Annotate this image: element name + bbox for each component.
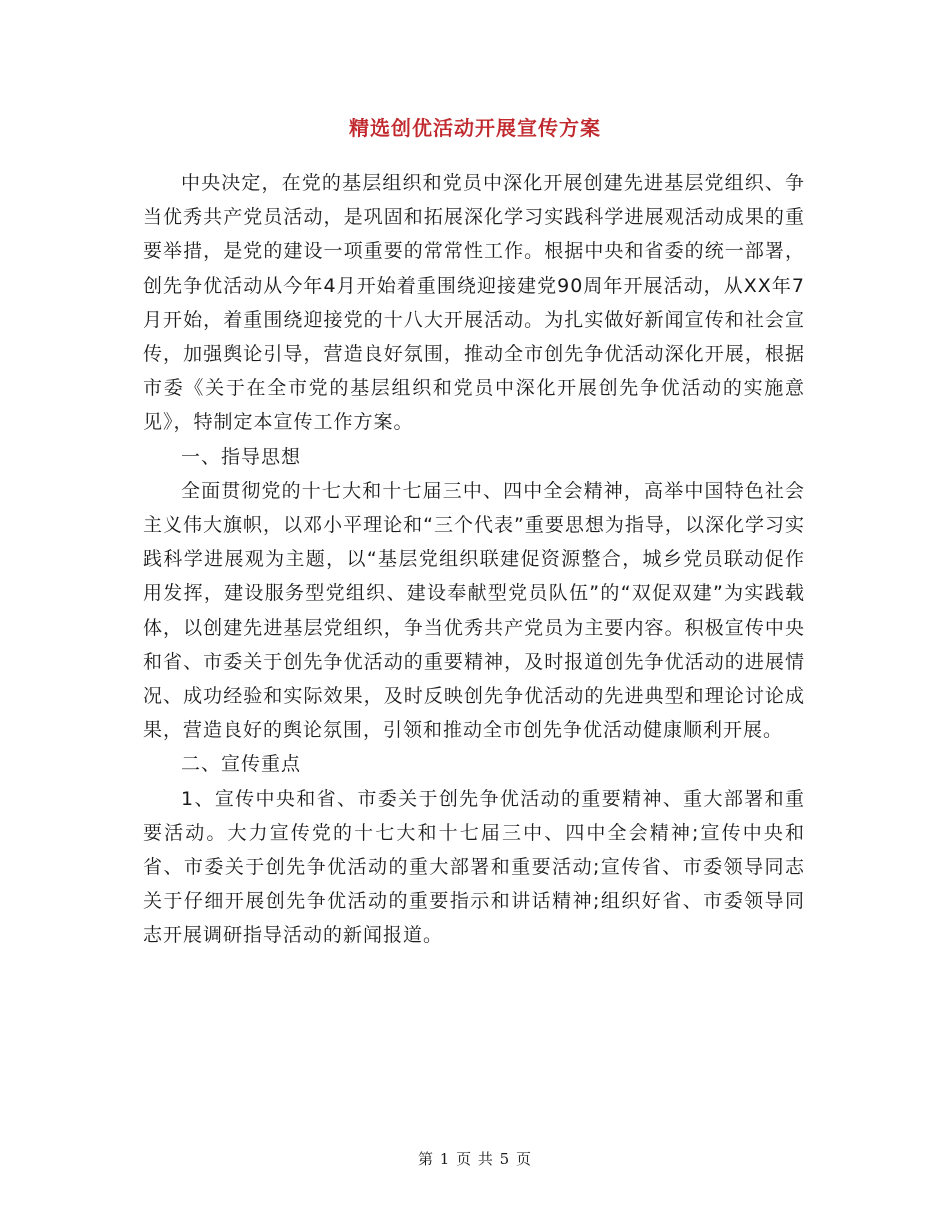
section-heading-publicity-focus: 二、宣传重点: [181, 753, 302, 776]
document-title: 精选创优活动开展宣传方案: [349, 116, 601, 140]
page-number-footer: 第 1 页 共 5 页: [418, 1150, 532, 1168]
publicity-focus-item-1: 1、宣传中央和省、市委关于创先争优活动的重要精神、重大部署和重要活动。大力宣传党的十七大和十七届三中、四中全会精神;宣传中央和省、市委关于创先争优活动的重大部署和重要活动;宣传省、市委领导同志关于仔细开展创先争优活动的重要指示和讲话精神;组织好省、市委领导同志开展调研指导活动的新闻报道。: [143, 787, 805, 947]
document-body: [143, 166, 805, 953]
guiding-ideology-paragraph: 全面贯彻党的十七大和十七届三中、四中全会精神，高举中国特色社会主义伟大旗帜，以邓小平理论和“三个代表”重要思想为指导，以深化学习实践科学进展观为主题，以“基层党组织联建促资源整合，城乡党员联动促作用发挥，建设服务型党组织、建设奉献型党员队伍”的“双促双建”为实践载体，以创建先进基层党组织，争当优秀共产党员为主要内容。积极宣传中央和省、市委关于创先争优活动的重要精神，及时报道创先争优活动的进展情况、成功经验和实际效果，及时反映创先争优活动的先进典型和理论讨论成果，营造良好的舆论氛围，引领和推动全市创先争优活动健康顺利开展。: [143, 479, 805, 742]
intro-paragraph: 中央决定，在党的基层组织和党员中深化开展创建先进基层党组织、争当优秀共产党员活动，是巩固和拓展深化学习实践科学进展观活动成果的重要举措，是党的建设一项重要的常常性工作。根据中央和省委的统一部署，创先争优活动从今年4月开始着重围绕迎接建党90周年开展活动，从XX年7月开始，着重围绕迎接党的十八大开展活动。为扎实做好新闻宣传和社会宣传，加强舆论引导，营造良好氛围，推动全市创先争优活动深化开展，根据市委《关于在全市党的基层组织和党员中深化开展创先争优活动的实施意见》，特制定本宣传工作方案。: [143, 172, 805, 434]
section-heading-guiding-ideology: 一、指导思想: [181, 445, 302, 468]
